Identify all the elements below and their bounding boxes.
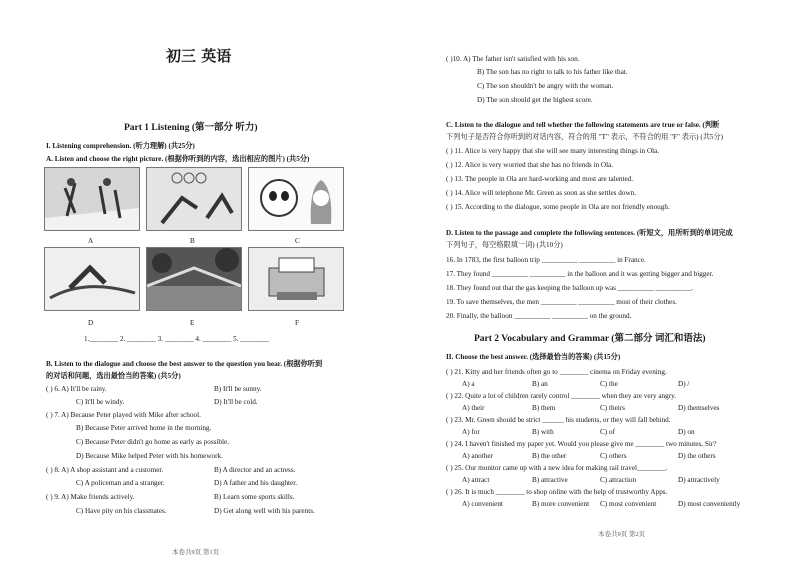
q25-option-b[interactable]: B) attractive xyxy=(532,476,568,484)
q26-question: ( ) 26. It is much ________ to shop online with the help of trustworthy Apps. xyxy=(446,488,668,496)
q12-statement[interactable]: ( ) 12. Alice is very worried that she has no friends in Ola. xyxy=(446,161,614,169)
section-B-heading: B. Listen to the dialogue and choose the best answer to the question you hear. (根据你听到 xyxy=(46,360,323,368)
q20-sentence[interactable]: 20. Finally, the balloon __________ __________ on the ground. xyxy=(446,312,632,320)
picture-label-f: F xyxy=(295,319,299,327)
q8-option-b[interactable]: B) A director and an actress. xyxy=(214,466,296,474)
answer-blanks[interactable]: 1.________ 2. ________ 3. ________ 4. ________ 5. ________ xyxy=(84,335,270,343)
part1-heading: Part 1 Listening (第一部分 听力) xyxy=(124,123,258,133)
q19-sentence[interactable]: 19. To save themselves, the men __________ __________ most of their clothes. xyxy=(446,298,677,306)
q26-option-b[interactable]: B) more convenient xyxy=(532,500,590,508)
q25-option-a[interactable]: A) attract xyxy=(462,476,490,484)
q22-option-c[interactable]: C) theirs xyxy=(600,404,625,412)
q22-option-d[interactable]: D) themselves xyxy=(678,404,720,412)
q26-option-a[interactable]: A) convenient xyxy=(462,500,503,508)
q22-option-b[interactable]: B) them xyxy=(532,404,556,412)
section-D-heading-cont: 下列句子，每空格限填一词) (共10分) xyxy=(446,241,563,249)
page-footer: 本卷共9页 第1页 xyxy=(172,549,220,556)
q25-option-d[interactable]: D) attractively xyxy=(678,476,720,484)
q9-option-a[interactable]: ( ) 9. A) Make friends actively. xyxy=(46,493,135,501)
q25-option-c[interactable]: C) attraction xyxy=(600,476,637,484)
q9-option-d[interactable]: D) Get along well with his parents. xyxy=(214,507,315,515)
section-A-heading: A. Listen and choose the right picture. (根据你听到的内容，选出相应的图片) (共5分) xyxy=(46,155,310,163)
picture-e-bridge xyxy=(146,247,242,311)
q10-option-a[interactable]: ( )10. A) The father isn't satisfied with his son. xyxy=(446,55,580,63)
page-2 xyxy=(400,0,800,566)
q23-question: ( ) 23. Mr. Green should be strict ______ his students, or they will fall behind. xyxy=(446,416,671,424)
q21-option-c[interactable]: C) the xyxy=(600,380,618,388)
part2-heading: Part 2 Vocabulary and Grammar (第二部分 词汇和语法) xyxy=(474,334,706,344)
q23-option-c[interactable]: C) of xyxy=(600,428,615,436)
q9-option-b[interactable]: B) Learn some sports skills. xyxy=(214,493,295,501)
q10-option-d[interactable]: D) The son should get the highest score. xyxy=(477,96,593,104)
q22-option-a[interactable]: A) their xyxy=(462,404,485,412)
q22-question: ( ) 22. Quite a lot of children rarely control ________ when they are very angry. xyxy=(446,392,677,400)
section-II-heading: II. Choose the best answer. (选择最恰当的答案) (共15分) xyxy=(446,353,621,361)
q17-sentence[interactable]: 17. They found __________ __________ in the balloon and it was getting bigger and bigger. xyxy=(446,270,714,278)
q24-question: ( ) 24. I haven't finished my paper yet. Would you please give me ________ two minutes, Sir? xyxy=(446,440,717,448)
q21-option-d[interactable]: D) / xyxy=(678,380,690,388)
q13-statement[interactable]: ( ) 13. The people in Ola are hard-working and most are talented. xyxy=(446,175,634,183)
picture-c-mascots xyxy=(248,167,344,231)
picture-d-bobsled xyxy=(44,247,140,311)
picture-label-d: D xyxy=(88,319,94,327)
picture-label-c: C xyxy=(295,237,300,245)
q7-option-b[interactable]: B) Because Peter arrived home in the morning. xyxy=(76,424,212,432)
picture-f-printer xyxy=(248,247,344,311)
q24-option-d[interactable]: D) the others xyxy=(678,452,716,460)
q10-option-c[interactable]: C) The son shouldn't be angry with the woman. xyxy=(477,82,614,90)
q23-option-a[interactable]: A) for xyxy=(462,428,480,436)
q23-option-b[interactable]: B) with xyxy=(532,428,554,436)
page-title: 初三 英语 xyxy=(166,47,232,65)
q7-option-d[interactable]: D) Because Mike helped Peter with his homework. xyxy=(76,452,223,460)
q14-statement[interactable]: ( ) 14. Alice will telephone Mr. Green as soon as she settles down. xyxy=(446,189,637,197)
q15-statement[interactable]: ( ) 15. According to the dialogue, some people in Ola are not friendly enough. xyxy=(446,203,670,211)
q21-option-a[interactable]: A) a xyxy=(462,380,475,388)
q23-option-d[interactable]: D) on xyxy=(678,428,695,436)
q24-option-c[interactable]: C) others xyxy=(600,452,627,460)
q7-option-a[interactable]: ( ) 7. A) Because Peter played with Mike after school. xyxy=(46,411,201,419)
q8-option-c[interactable]: C) A policeman and a stranger. xyxy=(76,479,165,487)
q25-question: ( ) 25. Our monitor came up with a new idea for making rail travel________. xyxy=(446,464,668,472)
page-footer: 本卷共9页 第2页 xyxy=(598,531,646,538)
q24-option-b[interactable]: B) the other xyxy=(532,452,567,460)
q21-question: ( ) 21. Kitty and her friends often go to ________ cinema on Friday evening. xyxy=(446,368,667,376)
q18-sentence[interactable]: 18. They found out that the gas keeping the balloon up was __________ __________. xyxy=(446,284,694,292)
q9-option-c[interactable]: C) Have pity on his classmates. xyxy=(76,507,167,515)
q11-statement[interactable]: ( ) 11. Alice is very happy that she will see many interesting things in Ola. xyxy=(446,147,660,155)
q6-option-d[interactable]: D) It'll be cold. xyxy=(214,398,258,406)
picture-label-e: E xyxy=(190,319,195,327)
section-I-heading: I. Listening comprehension. (听力理解) (共25分) xyxy=(46,142,195,150)
q6-option-b[interactable]: B) It'll be sunny. xyxy=(214,385,262,393)
picture-b-skaters xyxy=(146,167,242,231)
q21-option-b[interactable]: B) an xyxy=(532,380,548,388)
section-C-heading-cont: 下列句子是否符合你听到的对话内容，符合的用 "T" 表示，不符合的用 "F" 表示) (共5分) xyxy=(446,133,724,141)
picture-label-b: B xyxy=(190,237,195,245)
section-C-heading: C. Listen to the dialogue and tell whether the following statements are true or false. (判断 xyxy=(446,121,720,129)
q26-option-d[interactable]: D) most conveniently xyxy=(678,500,741,508)
q7-option-c[interactable]: C) Because Peter didn't go home as early as possible. xyxy=(76,438,229,446)
picture-a-skiers xyxy=(44,167,140,231)
q26-option-c[interactable]: C) most convenient xyxy=(600,500,657,508)
q6-option-c[interactable]: C) It'll be windy. xyxy=(76,398,125,406)
q16-sentence[interactable]: 16. In 1783, the first balloon trip __________ __________ in France. xyxy=(446,256,646,264)
picture-label-a: A xyxy=(88,237,94,245)
q10-option-b[interactable]: B) The son has no right to talk to his father like that. xyxy=(477,68,628,76)
section-D-heading: D. Listen to the passage and complete the following sentences. (听短文，用所听到的单词完成 xyxy=(446,229,733,237)
q8-option-d[interactable]: D) A father and his daughter. xyxy=(214,479,298,487)
q6-option-a[interactable]: ( ) 6. A) It'll be rainy. xyxy=(46,385,107,393)
section-B-heading-cont: 的对话和问题，选出最恰当的答案) (共5分) xyxy=(46,372,181,380)
q8-option-a[interactable]: ( ) 8. A) A shop assistant and a customer. xyxy=(46,466,164,474)
q24-option-a[interactable]: A) another xyxy=(462,452,493,460)
